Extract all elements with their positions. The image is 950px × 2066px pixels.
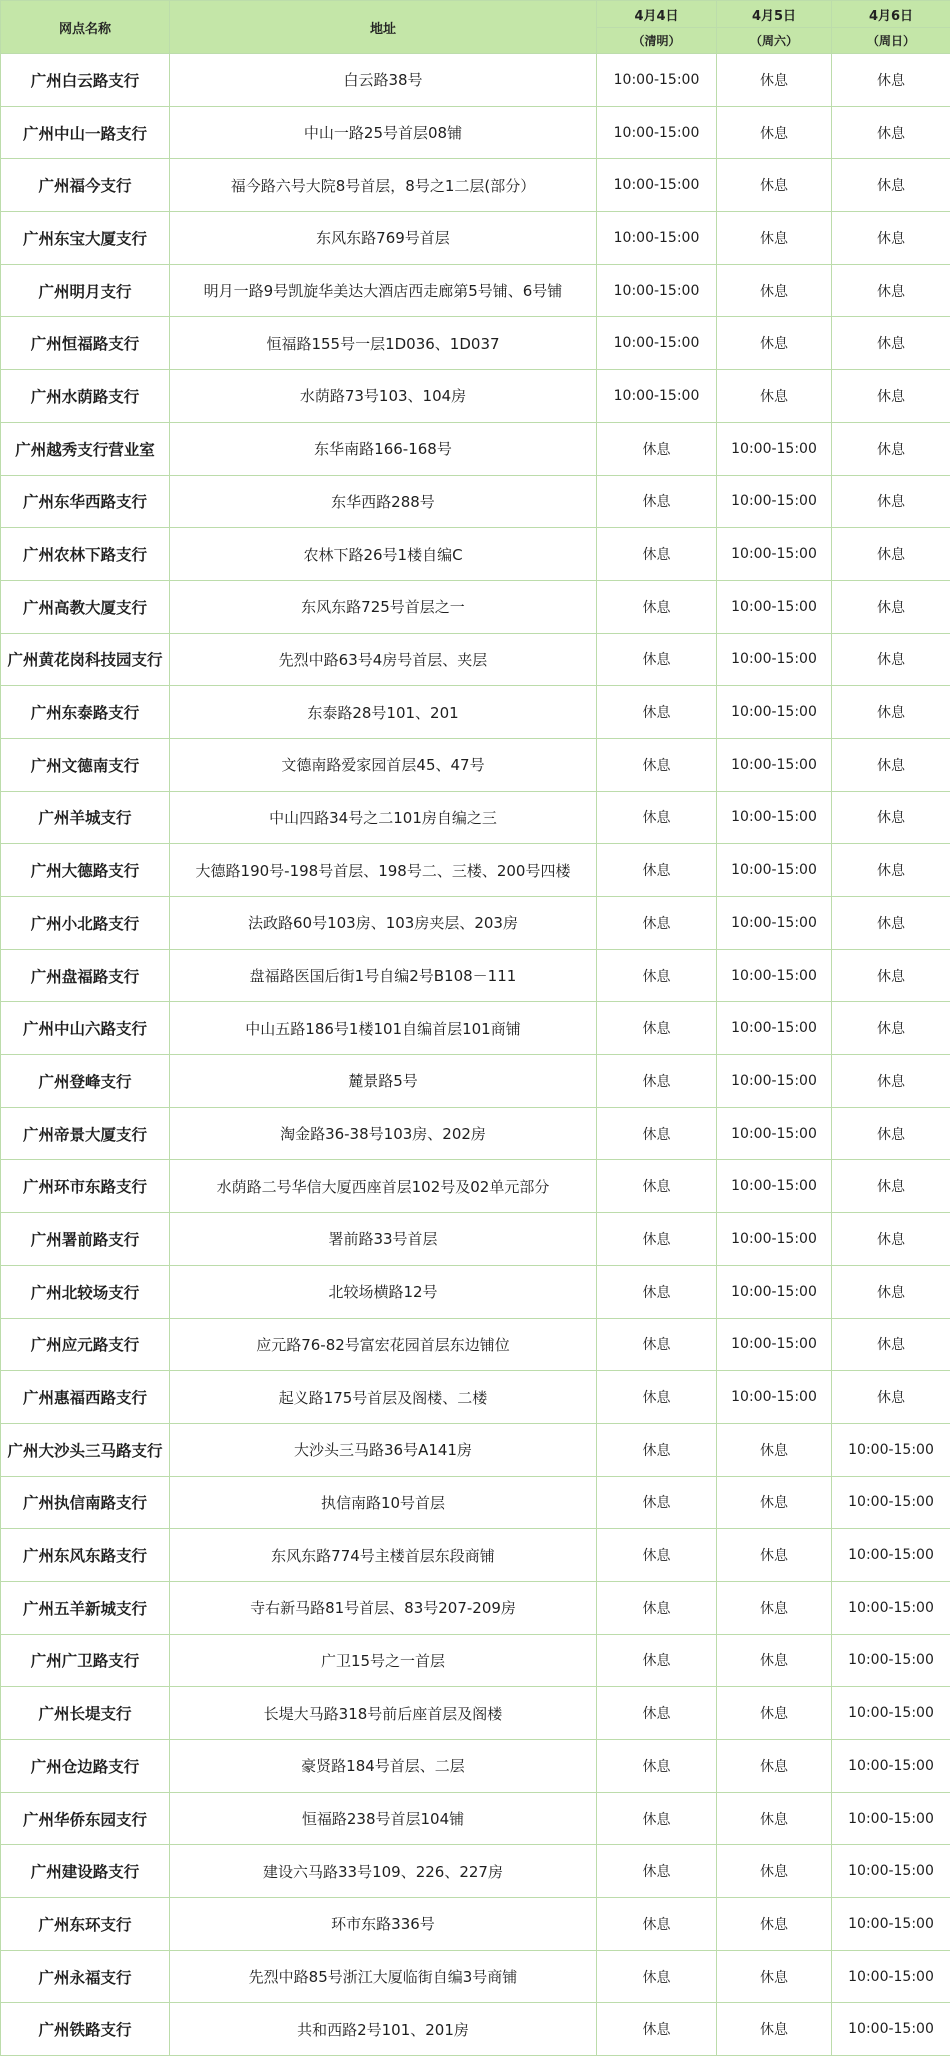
hours-apr6-cell: 10:00-15:00 xyxy=(832,1898,950,1951)
address-cell: 起义路175号首层及阁楼、二楼 xyxy=(170,1371,597,1424)
hours-apr6-cell: 休息 xyxy=(832,370,950,423)
table-row xyxy=(1,528,950,581)
hours-apr6-cell: 10:00-15:00 xyxy=(832,1529,950,1582)
hours-apr4-cell: 休息 xyxy=(597,1529,717,1582)
address-cell: 先烈中路63号4房号首层、夹层 xyxy=(170,633,597,686)
address-cell: 大德路190号-198号首层、198号二、三楼、200号四楼 xyxy=(170,844,597,897)
hours-apr6-cell: 休息 xyxy=(832,422,950,475)
hours-apr4-cell: 休息 xyxy=(597,633,717,686)
hours-apr5-cell: 10:00-15:00 xyxy=(717,1213,832,1266)
hours-apr5-cell: 休息 xyxy=(717,1845,832,1898)
hours-apr6-cell: 休息 xyxy=(832,897,950,950)
address-cell: 水荫路73号103、104房 xyxy=(170,370,597,423)
hours-apr5-cell: 休息 xyxy=(717,1740,832,1793)
hours-apr5-cell: 休息 xyxy=(717,1423,832,1476)
branch-name-cell: 广州东宝大厦支行 xyxy=(1,212,170,265)
table-row xyxy=(1,1898,950,1951)
table-row xyxy=(1,370,950,423)
branch-name-cell: 广州福今支行 xyxy=(1,159,170,212)
hours-apr6-cell: 10:00-15:00 xyxy=(832,1423,950,1476)
branch-name-cell: 广州大德路支行 xyxy=(1,844,170,897)
hours-apr6-cell: 休息 xyxy=(832,212,950,265)
address-cell: 文德南路爱家园首层45、47号 xyxy=(170,738,597,791)
header-date-1: 4月4日 xyxy=(597,1,717,28)
address-cell: 明月一路9号凯旋华美达大酒店西走廊第5号铺、6号铺 xyxy=(170,264,597,317)
table-row xyxy=(1,1529,950,1582)
hours-apr4-cell: 休息 xyxy=(597,1740,717,1793)
table-row xyxy=(1,264,950,317)
branch-name-cell: 广州大沙头三马路支行 xyxy=(1,1423,170,1476)
branch-name-cell: 广州广卫路支行 xyxy=(1,1634,170,1687)
hours-apr4-cell: 休息 xyxy=(597,422,717,475)
hours-apr4-cell: 休息 xyxy=(597,949,717,1002)
branch-name-cell: 广州建设路支行 xyxy=(1,1845,170,1898)
branch-name-cell: 广州执信南路支行 xyxy=(1,1476,170,1529)
branch-name-cell: 广州白云路支行 xyxy=(1,54,170,107)
table-row xyxy=(1,1265,950,1318)
address-cell: 法政路60号103房、103房夹层、203房 xyxy=(170,897,597,950)
hours-apr4-cell: 休息 xyxy=(597,1160,717,1213)
hours-apr6-cell: 休息 xyxy=(832,1318,950,1371)
hours-apr5-cell: 休息 xyxy=(717,1476,832,1529)
address-cell: 麓景路5号 xyxy=(170,1055,597,1108)
address-cell: 东风东路774号主楼首层东段商铺 xyxy=(170,1529,597,1582)
hours-apr4-cell: 10:00-15:00 xyxy=(597,317,717,370)
table-row xyxy=(1,1423,950,1476)
branch-name-cell: 广州东泰路支行 xyxy=(1,686,170,739)
hours-apr6-cell: 10:00-15:00 xyxy=(832,1845,950,1898)
table-header-row xyxy=(1,1,950,28)
hours-apr5-cell: 10:00-15:00 xyxy=(717,528,832,581)
hours-apr4-cell: 休息 xyxy=(597,738,717,791)
hours-apr5-cell: 10:00-15:00 xyxy=(717,897,832,950)
branch-name-cell: 广州帝景大厦支行 xyxy=(1,1107,170,1160)
address-cell: 福今路六号大院8号首层，8号之1二层(部分） xyxy=(170,159,597,212)
hours-apr4-cell: 休息 xyxy=(597,1371,717,1424)
hours-apr5-cell: 10:00-15:00 xyxy=(717,844,832,897)
table-row xyxy=(1,1687,950,1740)
hours-apr5-cell: 10:00-15:00 xyxy=(717,422,832,475)
table-row xyxy=(1,1213,950,1266)
address-cell: 恒福路238号首层104铺 xyxy=(170,1792,597,1845)
hours-apr5-cell: 10:00-15:00 xyxy=(717,1002,832,1055)
hours-apr5-cell: 休息 xyxy=(717,370,832,423)
branch-name-cell: 广州北较场支行 xyxy=(1,1265,170,1318)
table-row xyxy=(1,1318,950,1371)
hours-apr6-cell: 休息 xyxy=(832,264,950,317)
hours-apr4-cell: 休息 xyxy=(597,1002,717,1055)
table-row xyxy=(1,897,950,950)
table-row xyxy=(1,1845,950,1898)
hours-apr6-cell: 休息 xyxy=(832,791,950,844)
branch-name-cell: 广州华侨东园支行 xyxy=(1,1792,170,1845)
hours-apr4-cell: 休息 xyxy=(597,844,717,897)
hours-apr5-cell: 休息 xyxy=(717,1634,832,1687)
address-cell: 广卫15号之一首层 xyxy=(170,1634,597,1687)
address-cell: 东泰路28号101、201 xyxy=(170,686,597,739)
address-cell: 东华西路288号 xyxy=(170,475,597,528)
address-cell: 大沙头三马路36号A141房 xyxy=(170,1423,597,1476)
hours-apr6-cell: 休息 xyxy=(832,844,950,897)
address-cell: 执信南路10号首层 xyxy=(170,1476,597,1529)
hours-apr5-cell: 休息 xyxy=(717,106,832,159)
branch-name-cell: 广州登峰支行 xyxy=(1,1055,170,1108)
header-date-3-note: （周日） xyxy=(832,28,950,54)
table-row xyxy=(1,1740,950,1793)
branch-name-cell: 广州东风东路支行 xyxy=(1,1529,170,1582)
address-cell: 署前路33号首层 xyxy=(170,1213,597,1266)
branch-name-cell: 广州五羊新城支行 xyxy=(1,1581,170,1634)
address-cell: 中山一路25号首层08铺 xyxy=(170,106,597,159)
hours-apr6-cell: 休息 xyxy=(832,1265,950,1318)
branch-name-cell: 广州羊城支行 xyxy=(1,791,170,844)
hours-apr5-cell: 10:00-15:00 xyxy=(717,633,832,686)
hours-apr6-cell: 休息 xyxy=(832,1213,950,1266)
hours-apr5-cell: 休息 xyxy=(717,1950,832,2003)
hours-apr6-cell: 10:00-15:00 xyxy=(832,1950,950,2003)
hours-apr4-cell: 休息 xyxy=(597,686,717,739)
address-cell: 淘金路36-38号103房、202房 xyxy=(170,1107,597,1160)
address-cell: 建设六马路33号109、226、227房 xyxy=(170,1845,597,1898)
hours-apr6-cell: 10:00-15:00 xyxy=(832,1740,950,1793)
hours-apr5-cell: 休息 xyxy=(717,1792,832,1845)
header-date-1-note: （清明） xyxy=(597,28,717,54)
hours-apr5-cell: 休息 xyxy=(717,212,832,265)
hours-apr5-cell: 休息 xyxy=(717,2003,832,2056)
branch-name-cell: 广州恒福路支行 xyxy=(1,317,170,370)
hours-apr6-cell: 休息 xyxy=(832,580,950,633)
branch-name-cell: 广州农林下路支行 xyxy=(1,528,170,581)
hours-apr5-cell: 10:00-15:00 xyxy=(717,475,832,528)
hours-apr6-cell: 休息 xyxy=(832,686,950,739)
table-row xyxy=(1,1371,950,1424)
header-date-3: 4月6日 xyxy=(832,1,950,28)
table-row xyxy=(1,633,950,686)
header-address: 地址 xyxy=(170,1,597,54)
table-row xyxy=(1,1950,950,2003)
address-cell: 共和西路2号101、201房 xyxy=(170,2003,597,2056)
table-row xyxy=(1,844,950,897)
table-row xyxy=(1,212,950,265)
branch-name-cell: 广州署前路支行 xyxy=(1,1213,170,1266)
branch-name-cell: 广州黄花岗科技园支行 xyxy=(1,633,170,686)
hours-apr4-cell: 休息 xyxy=(597,580,717,633)
branch-name-cell: 广州中山一路支行 xyxy=(1,106,170,159)
address-cell: 豪贤路184号首层、二层 xyxy=(170,1740,597,1793)
table-row xyxy=(1,475,950,528)
hours-apr5-cell: 休息 xyxy=(717,317,832,370)
hours-apr6-cell: 休息 xyxy=(832,159,950,212)
table-row xyxy=(1,54,950,107)
table-row xyxy=(1,949,950,1002)
branch-name-cell: 广州盘福路支行 xyxy=(1,949,170,1002)
table-row xyxy=(1,738,950,791)
hours-apr5-cell: 10:00-15:00 xyxy=(717,1371,832,1424)
table-row xyxy=(1,1581,950,1634)
hours-apr4-cell: 休息 xyxy=(597,1581,717,1634)
branch-name-cell: 广州水荫路支行 xyxy=(1,370,170,423)
table-row xyxy=(1,2003,950,2056)
table-row xyxy=(1,422,950,475)
table-row xyxy=(1,106,950,159)
hours-apr4-cell: 休息 xyxy=(597,897,717,950)
table-row xyxy=(1,1792,950,1845)
hours-apr6-cell: 休息 xyxy=(832,738,950,791)
branch-name-cell: 广州应元路支行 xyxy=(1,1318,170,1371)
branch-name-cell: 广州东华西路支行 xyxy=(1,475,170,528)
hours-apr6-cell: 10:00-15:00 xyxy=(832,1476,950,1529)
hours-apr4-cell: 休息 xyxy=(597,1898,717,1951)
table-body xyxy=(1,54,950,2056)
header-date-2: 4月5日 xyxy=(717,1,832,28)
hours-apr5-cell: 10:00-15:00 xyxy=(717,1055,832,1108)
hours-apr4-cell: 休息 xyxy=(597,1213,717,1266)
hours-apr4-cell: 休息 xyxy=(597,1687,717,1740)
header-date-2-note: （周六） xyxy=(717,28,832,54)
branch-name-cell: 广州东环支行 xyxy=(1,1898,170,1951)
hours-apr6-cell: 休息 xyxy=(832,1002,950,1055)
hours-apr5-cell: 休息 xyxy=(717,264,832,317)
branch-name-cell: 广州惠福西路支行 xyxy=(1,1371,170,1424)
branch-name-cell: 广州高教大厦支行 xyxy=(1,580,170,633)
address-cell: 先烈中路85号浙江大厦临街自编3号商铺 xyxy=(170,1950,597,2003)
hours-apr6-cell: 休息 xyxy=(832,949,950,1002)
hours-apr4-cell: 10:00-15:00 xyxy=(597,370,717,423)
hours-apr5-cell: 10:00-15:00 xyxy=(717,580,832,633)
hours-apr4-cell: 休息 xyxy=(597,1318,717,1371)
table-row xyxy=(1,791,950,844)
hours-apr4-cell: 10:00-15:00 xyxy=(597,159,717,212)
address-cell: 应元路76-82号富宏花园首层东边铺位 xyxy=(170,1318,597,1371)
hours-apr4-cell: 休息 xyxy=(597,1845,717,1898)
hours-apr4-cell: 休息 xyxy=(597,1107,717,1160)
branch-name-cell: 广州文德南支行 xyxy=(1,738,170,791)
hours-apr6-cell: 休息 xyxy=(832,54,950,107)
address-cell: 水荫路二号华信大厦西座首层102号及02单元部分 xyxy=(170,1160,597,1213)
hours-apr6-cell: 休息 xyxy=(832,1371,950,1424)
hours-apr4-cell: 休息 xyxy=(597,475,717,528)
table-row xyxy=(1,317,950,370)
address-cell: 北较场横路12号 xyxy=(170,1265,597,1318)
address-cell: 东风东路725号首层之一 xyxy=(170,580,597,633)
hours-apr5-cell: 10:00-15:00 xyxy=(717,1160,832,1213)
hours-apr5-cell: 10:00-15:00 xyxy=(717,791,832,844)
hours-apr5-cell: 休息 xyxy=(717,1687,832,1740)
address-cell: 盘福路医国后街1号自编2号B108－111 xyxy=(170,949,597,1002)
hours-apr5-cell: 休息 xyxy=(717,1898,832,1951)
table-row xyxy=(1,580,950,633)
branch-name-cell: 广州小北路支行 xyxy=(1,897,170,950)
address-cell: 东华南路166-168号 xyxy=(170,422,597,475)
hours-apr6-cell: 休息 xyxy=(832,106,950,159)
hours-apr4-cell: 休息 xyxy=(597,528,717,581)
table-row xyxy=(1,159,950,212)
hours-apr4-cell: 休息 xyxy=(597,1792,717,1845)
branch-name-cell: 广州仓边路支行 xyxy=(1,1740,170,1793)
branch-name-cell: 广州环市东路支行 xyxy=(1,1160,170,1213)
hours-apr4-cell: 10:00-15:00 xyxy=(597,212,717,265)
table-row xyxy=(1,1002,950,1055)
hours-apr5-cell: 休息 xyxy=(717,1529,832,1582)
hours-apr6-cell: 10:00-15:00 xyxy=(832,1792,950,1845)
hours-apr4-cell: 10:00-15:00 xyxy=(597,264,717,317)
hours-apr4-cell: 休息 xyxy=(597,2003,717,2056)
hours-apr5-cell: 10:00-15:00 xyxy=(717,686,832,739)
branch-name-cell: 广州永福支行 xyxy=(1,1950,170,2003)
hours-apr6-cell: 休息 xyxy=(832,317,950,370)
hours-apr5-cell: 休息 xyxy=(717,1581,832,1634)
hours-apr4-cell: 休息 xyxy=(597,1476,717,1529)
hours-apr6-cell: 10:00-15:00 xyxy=(832,2003,950,2056)
hours-apr6-cell: 休息 xyxy=(832,528,950,581)
address-cell: 白云路38号 xyxy=(170,54,597,107)
hours-apr5-cell: 休息 xyxy=(717,159,832,212)
hours-apr6-cell: 10:00-15:00 xyxy=(832,1687,950,1740)
address-cell: 寺右新马路81号首层、83号207-209房 xyxy=(170,1581,597,1634)
hours-apr6-cell: 10:00-15:00 xyxy=(832,1581,950,1634)
branch-name-cell: 广州长堤支行 xyxy=(1,1687,170,1740)
hours-apr5-cell: 10:00-15:00 xyxy=(717,1107,832,1160)
address-cell: 中山五路186号1楼101自编首层101商铺 xyxy=(170,1002,597,1055)
branch-name-cell: 广州中山六路支行 xyxy=(1,1002,170,1055)
table-row xyxy=(1,1107,950,1160)
hours-apr4-cell: 10:00-15:00 xyxy=(597,54,717,107)
hours-apr4-cell: 休息 xyxy=(597,1634,717,1687)
branch-name-cell: 广州铁路支行 xyxy=(1,2003,170,2056)
hours-apr4-cell: 休息 xyxy=(597,1265,717,1318)
hours-apr6-cell: 休息 xyxy=(832,633,950,686)
hours-apr4-cell: 休息 xyxy=(597,1950,717,2003)
table-row xyxy=(1,686,950,739)
hours-apr6-cell: 休息 xyxy=(832,475,950,528)
table-row xyxy=(1,1634,950,1687)
hours-apr5-cell: 10:00-15:00 xyxy=(717,1265,832,1318)
hours-apr4-cell: 休息 xyxy=(597,1423,717,1476)
hours-apr6-cell: 休息 xyxy=(832,1160,950,1213)
table-row xyxy=(1,1160,950,1213)
address-cell: 长堤大马路318号前后座首层及阁楼 xyxy=(170,1687,597,1740)
address-cell: 农林下路26号1楼自编C xyxy=(170,528,597,581)
hours-apr5-cell: 10:00-15:00 xyxy=(717,738,832,791)
address-cell: 中山四路34号之二101房自编之三 xyxy=(170,791,597,844)
table-row xyxy=(1,1055,950,1108)
header-branch-name: 网点名称 xyxy=(1,1,170,54)
address-cell: 东风东路769号首层 xyxy=(170,212,597,265)
address-cell: 恒福路155号一层1D036、1D037 xyxy=(170,317,597,370)
hours-apr5-cell: 休息 xyxy=(717,54,832,107)
hours-apr6-cell: 休息 xyxy=(832,1107,950,1160)
hours-apr5-cell: 10:00-15:00 xyxy=(717,1318,832,1371)
hours-apr6-cell: 10:00-15:00 xyxy=(832,1634,950,1687)
hours-apr4-cell: 休息 xyxy=(597,791,717,844)
address-cell: 环市东路336号 xyxy=(170,1898,597,1951)
branch-name-cell: 广州越秀支行营业室 xyxy=(1,422,170,475)
hours-apr6-cell: 休息 xyxy=(832,1055,950,1108)
hours-apr5-cell: 10:00-15:00 xyxy=(717,949,832,1002)
hours-apr4-cell: 休息 xyxy=(597,1055,717,1108)
hours-apr4-cell: 10:00-15:00 xyxy=(597,106,717,159)
table-row xyxy=(1,1476,950,1529)
branch-name-cell: 广州明月支行 xyxy=(1,264,170,317)
